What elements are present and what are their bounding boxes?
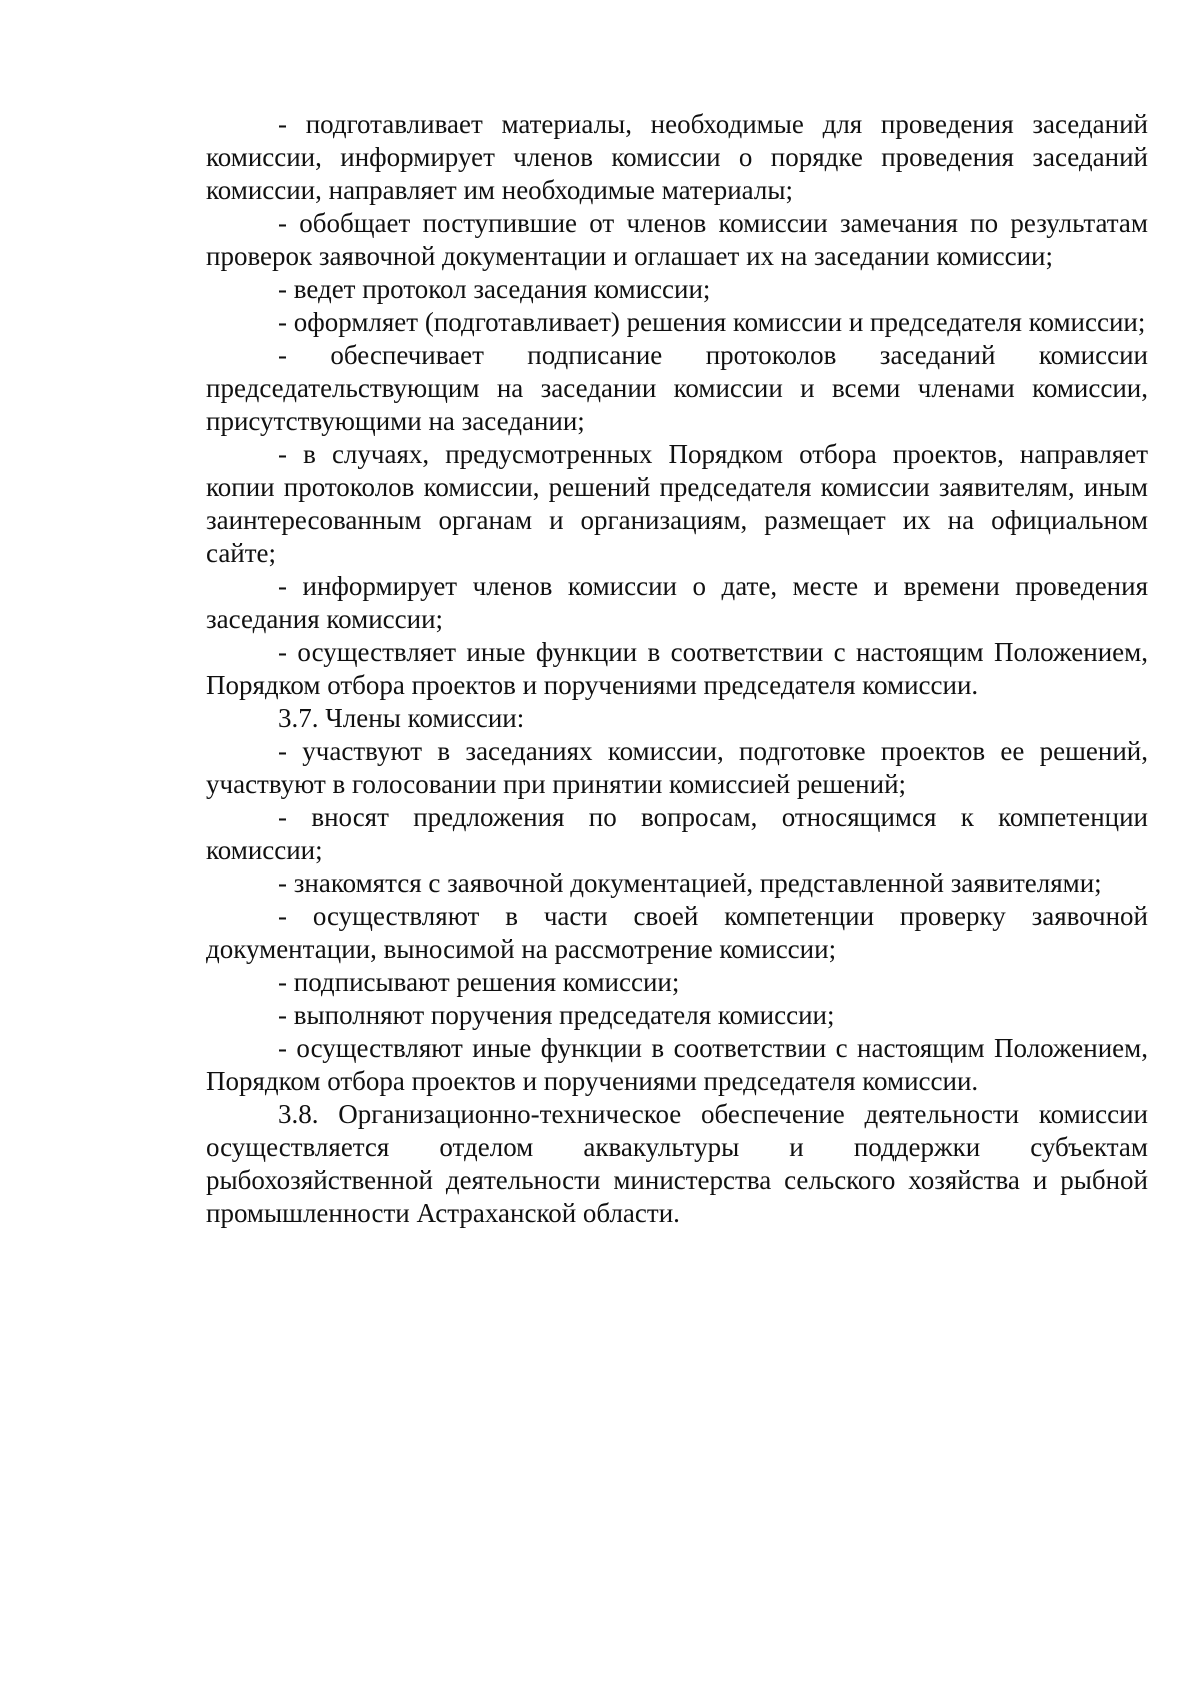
- paragraph-secretary-prepares-materials: - подготавливает материалы, необходимые для проведения заседаний комиссии, информирует членов комиссии о порядке проведения заседаний комиссии, направляет им необходимые материалы;: [206, 109, 1148, 205]
- paragraph-secretary-summarizes-remarks: - обобщает поступившие от членов комиссии замечания по результатам проверок заявочной документации и оглашает их на заседании комиссии;: [206, 208, 1148, 271]
- section-heading-3-7: 3.7. Члены комиссии:: [278, 703, 525, 733]
- paragraph-members-participate: - участвуют в заседаниях комиссии, подготовке проектов ее решений, участвуют в голосовании при принятии комиссией решений;: [206, 736, 1148, 799]
- paragraph-secretary-sends-copies: - в случаях, предусмотренных Порядком отбора проектов, направляет копии протоколов комиссии, решений председателя комиссии заявителям, иным заинтересованным органам и организациям, размещает их на официальном сайте;: [206, 439, 1148, 568]
- document-body: [206, 108, 1148, 1230]
- paragraph-secretary-ensures-signing: - обеспечивает подписание протоколов заседаний комиссии председательствующим на заседании комиссии и всеми членами комиссии, присутствующими на заседании;: [206, 340, 1148, 436]
- paragraph-members-other-functions: - осуществляют иные функции в соответствии с настоящим Положением, Порядком отбора проектов и поручениями председателя комиссии.: [206, 1033, 1148, 1096]
- paragraph-secretary-informs-members: - информирует членов комиссии о дате, месте и времени проведения заседания комиссии;: [206, 571, 1148, 634]
- paragraph-members-check-docs: - осуществляют в части своей компетенции проверку заявочной документации, выносимой на рассмотрение комиссии;: [206, 901, 1148, 964]
- paragraph-members-review-docs: - знакомятся с заявочной документацией, представленной заявителями;: [278, 868, 1102, 898]
- paragraph-secretary-drafts-decisions: - оформляет (подготавливает) решения комиссии и председателя комиссии;: [278, 307, 1146, 337]
- paragraph-members-propose: - вносят предложения по вопросам, относящимся к компетенции комиссии;: [206, 802, 1148, 865]
- paragraph-members-execute-orders: - выполняют поручения председателя комиссии;: [278, 1000, 835, 1030]
- section-paragraph-3-8: 3.8. Организационно-техническое обеспечение деятельности комиссии осуществляется отделом аквакультуры и поддержки субъектам рыбохозяйственной деятельности министерства сельского хозяйства и рыбной промышленности Астраханской области.: [206, 1099, 1148, 1228]
- paragraph-secretary-keeps-minutes: - ведет протокол заседания комиссии;: [278, 274, 711, 304]
- paragraph-members-sign-decisions: - подписывают решения комиссии;: [278, 967, 680, 997]
- paragraph-secretary-other-functions: - осуществляет иные функции в соответствии с настоящим Положением, Порядком отбора проектов и поручениями председателя комиссии.: [206, 637, 1148, 700]
